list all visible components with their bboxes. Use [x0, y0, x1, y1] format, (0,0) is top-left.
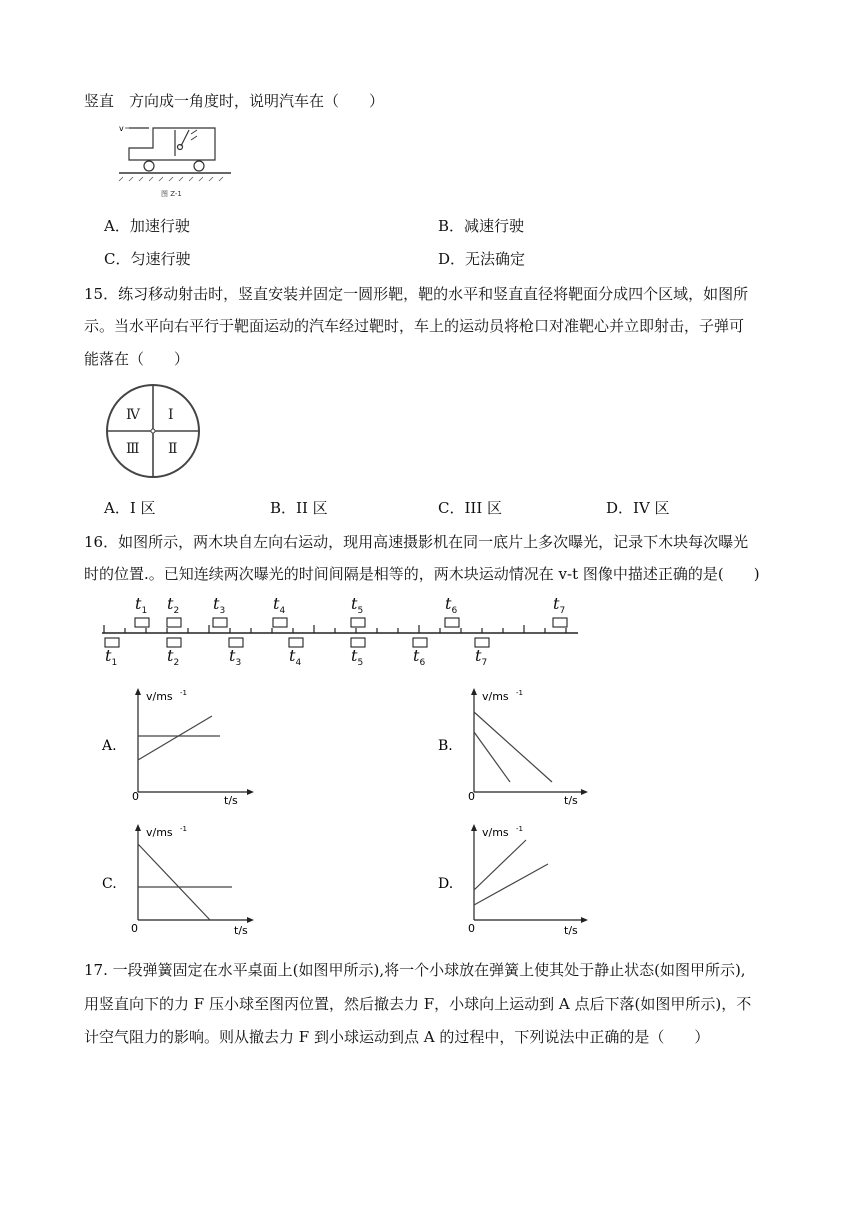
- graph-a-ylabel: v/ms: [146, 690, 173, 703]
- q14-option-a[interactable]: A．加速行驶: [104, 217, 190, 235]
- target-region-iv: Ⅳ: [126, 407, 140, 423]
- strip-top-label-subscript: 3: [219, 606, 226, 616]
- graph-b-xlabel: t/s: [564, 794, 578, 807]
- strip-bottom-label-symbol: t: [105, 646, 112, 665]
- graph-c-label: C.: [102, 876, 117, 892]
- q15-option-d[interactable]: D．IV 区: [606, 499, 670, 517]
- graph-d-xlabel: t/s: [564, 924, 578, 937]
- graph-d-origin: 0: [468, 922, 475, 935]
- graph-c-ylabel: v/ms: [146, 826, 173, 839]
- q14-velocity-label: v: [119, 124, 124, 133]
- strip-top-label-subscript: 5: [357, 606, 364, 616]
- q17-line-2: 用竖直向下的力 F 压小球至图丙位置，然后撤去力 F，小球向上运动到 A 点后下落(如图甲所示)，不: [84, 995, 752, 1013]
- strip-bottom-label-symbol: t: [413, 646, 420, 665]
- graph-b-ylabel: v/ms: [482, 690, 509, 703]
- strip-bottom-label: [289, 646, 301, 668]
- strip-top-label: [135, 594, 147, 616]
- strip-top-label-symbol: t: [553, 594, 560, 613]
- strip-bottom-label-symbol: t: [289, 646, 296, 665]
- strip-bottom-label: [475, 646, 487, 668]
- strip-top-block: [135, 618, 149, 627]
- q14-option-b[interactable]: B．减速行驶: [438, 217, 525, 235]
- q15-option-b[interactable]: B．II 区: [270, 499, 328, 517]
- graph-d[interactable]: [434, 820, 594, 946]
- q17-line-3: 计空气阻力的影响。则从撤去力 F 到小球运动到点 A 的过程中，下列说法中正确的是（ ）: [84, 1028, 710, 1046]
- strip-bottom-label-symbol: t: [475, 646, 482, 665]
- strip-bottom-label-subscript: 7: [481, 658, 488, 668]
- strip-bottom-label-subscript: 5: [357, 658, 364, 668]
- graph-c-origin: 0: [131, 922, 138, 935]
- q15-line-1: 15．练习移动射击时，竖直安装并固定一圆形靶，靶的水平和竖直直径将靶面分成四个区域，如图所: [84, 285, 749, 303]
- strip-top-label-subscript: 4: [279, 606, 286, 616]
- strip-bottom-label-subscript: 2: [173, 658, 180, 668]
- graph-a-label: A.: [102, 738, 117, 754]
- strip-bottom-label: [105, 646, 117, 668]
- strip-bottom-label: [229, 646, 241, 668]
- strip-bottom-label: [167, 646, 179, 668]
- graph-c[interactable]: [100, 820, 260, 946]
- strip-top-block: [351, 618, 365, 627]
- graph-c-xlabel: t/s: [234, 924, 248, 937]
- graph-a-xlabel: t/s: [224, 794, 238, 807]
- q14-stem: 竖直 方向成一角度时，说明汽车在（ ）: [84, 92, 385, 110]
- strip-top-label-subscript: 1: [141, 606, 148, 616]
- graph-a-origin: 0: [132, 790, 139, 803]
- graph-d-label: D.: [438, 876, 454, 892]
- q14-option-c[interactable]: C．匀速行驶: [104, 250, 191, 268]
- q14-figure-caption: 图 Z-1: [161, 190, 182, 198]
- graph-a[interactable]: [100, 684, 260, 810]
- q15-option-a[interactable]: A．I 区: [104, 499, 156, 517]
- strip-top-label: [273, 594, 285, 616]
- strip-top-label-subscript: 7: [559, 606, 566, 616]
- strip-bottom-label: [413, 646, 425, 668]
- strip-top-label-subscript: 2: [173, 606, 180, 616]
- q16-line-1: 16．如图所示，两木块自左向右运动，现用高速摄影机在同一底片上多次曝光，记录下木块每次曝光: [84, 533, 749, 551]
- strip-bottom-label-subscript: 4: [295, 658, 302, 668]
- q16-line-2: 时的位置.。已知连续两次曝光的时间间隔是相等的，两木块运动情况在 v-t 图像中描述正确的是( ): [84, 565, 760, 583]
- target-region-ii: Ⅱ: [168, 441, 178, 457]
- graph-b-ylabel-sup: -1: [516, 689, 523, 697]
- strip-top-block: [167, 618, 181, 627]
- strip-top-label: [351, 594, 363, 616]
- strip-bottom-label-subscript: 1: [111, 658, 118, 668]
- strip-bottom-label-subscript: 3: [235, 658, 242, 668]
- q15-line-3: 能落在（ ）: [84, 350, 190, 368]
- strip-top-label-symbol: t: [167, 594, 174, 613]
- strip-top-label: [553, 594, 565, 616]
- graph-d-ylabel: v/ms: [482, 826, 509, 839]
- strip-top-label: [213, 594, 225, 616]
- graph-b-label: B.: [438, 738, 453, 754]
- graph-b-origin: 0: [468, 790, 475, 803]
- strip-top-label-symbol: t: [273, 594, 280, 613]
- strip-bottom-label-symbol: t: [351, 646, 358, 665]
- strip-top-label-symbol: t: [351, 594, 358, 613]
- strip-top-label: [167, 594, 179, 616]
- graph-b[interactable]: [434, 684, 594, 810]
- strip-bottom-label-symbol: t: [167, 646, 174, 665]
- strip-bottom-label: [351, 646, 363, 668]
- q15-option-c[interactable]: C．III 区: [438, 499, 503, 517]
- q15-line-2: 示。当水平向右平行于靶面运动的汽车经过靶时，车上的运动员将枪口对准靶心并立即射击，子弹可: [84, 317, 745, 335]
- strip-top-block: [445, 618, 459, 627]
- strip-bottom-label-symbol: t: [229, 646, 236, 665]
- target-region-i: Ⅰ: [168, 407, 174, 423]
- strip-bottom-label-subscript: 6: [419, 658, 426, 668]
- target-region-iii: Ⅲ: [126, 441, 140, 457]
- strip-top-block: [553, 618, 567, 627]
- q17-line-1: 17. 一段弹簧固定在水平桌面上(如图甲所示),将一个小球放在弹簧上使其处于静止状态(如图甲所示),: [84, 961, 746, 979]
- strip-top-block: [213, 618, 227, 627]
- strip-top-label-symbol: t: [445, 594, 452, 613]
- graph-d-ylabel-sup: -1: [516, 825, 523, 833]
- q14-option-d[interactable]: D．无法确定: [438, 250, 526, 268]
- strip-top-label-subscript: 6: [451, 606, 458, 616]
- strip-top-block: [273, 618, 287, 627]
- q15-target-figure: [104, 382, 204, 482]
- strip-top-label-symbol: t: [213, 594, 220, 613]
- strip-top-label: [445, 594, 457, 616]
- graph-a-ylabel-sup: -1: [180, 689, 187, 697]
- strip-top-label-symbol: t: [135, 594, 142, 613]
- graph-c-ylabel-sup: -1: [180, 825, 187, 833]
- q14-car-figure: [115, 118, 235, 202]
